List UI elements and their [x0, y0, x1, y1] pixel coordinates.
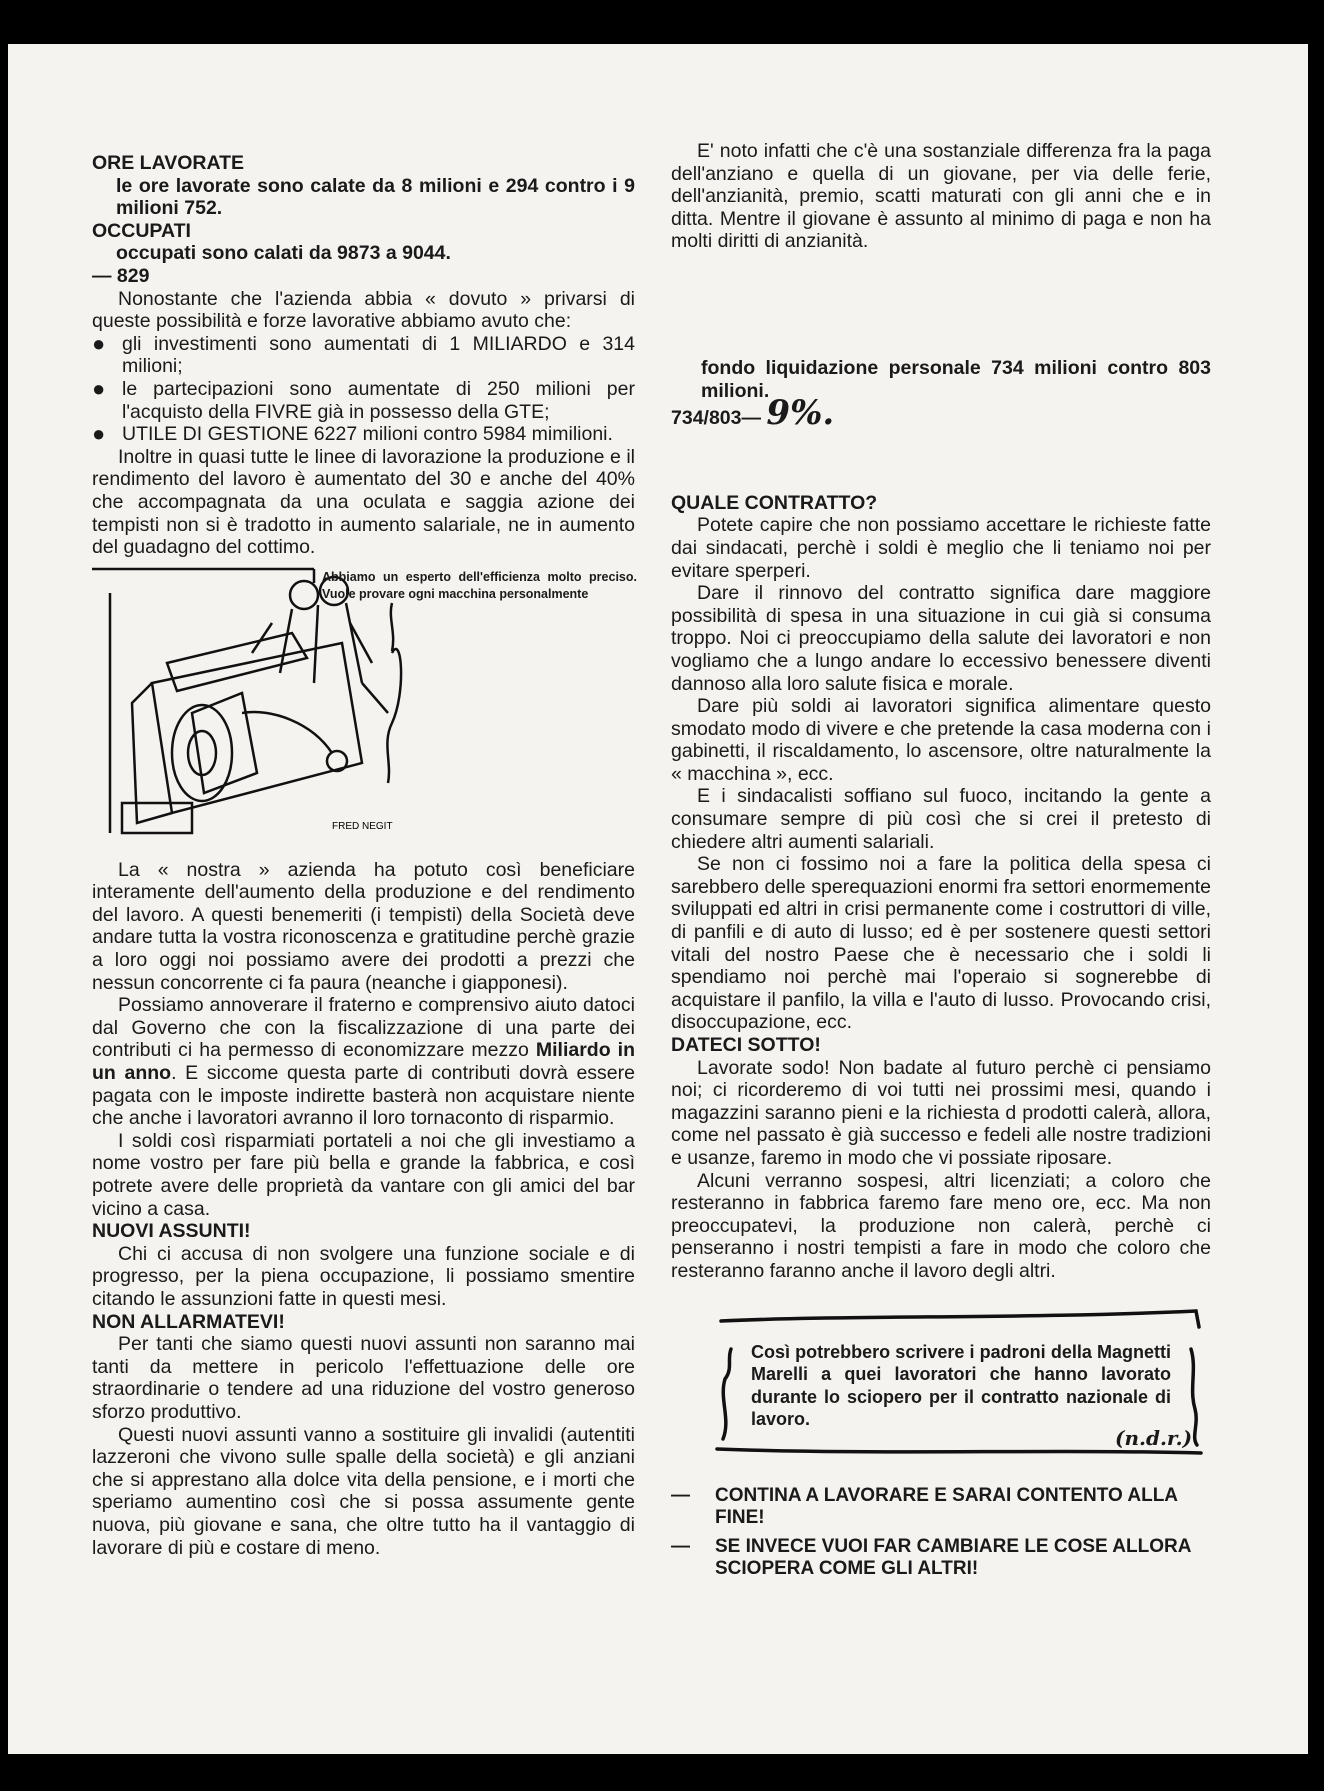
dash-mark: —: [671, 1484, 690, 1506]
heading-ore-lavorate: ORE LAVORATE: [92, 152, 245, 174]
paragraph-la-nostra: La « nostra » azienda ha potuto così beneficiare interamente dell'aumento della produzione e del rendimento del lavoro. A questi benemeriti (i tempisti) della Società deve andare tutta la vostra riconoscenza e gratitudine perchè grazie a loro oggi noi possiamo avere dei prodotti a prezzi che nessun concorrente ci fa paura (neanche i giapponesi).: [92, 858, 635, 994]
paragraph-ore: le ore lavorate sono calate da 8 milioni e 294 contro i 9 milioni 752.: [116, 174, 635, 220]
document-page: [8, 44, 1308, 1754]
paragraph-dare-rinnovo: Dare il rinnovo del contratto significa dare maggiore possibilità di spesa in una situazione in cui già si consuma troppo. Noi ci preoccupiamo della salute dei lavoratori e non vogliamo che a lungo andare lo eccessivo benessere diventi dannoso alla loro salute fisica e morale.: [671, 582, 1211, 695]
right-column: [671, 140, 1211, 1587]
heading-dateci-sotto: DATECI SOTTO!: [671, 1034, 821, 1056]
editor-note-signature: (n.d.r.): [1115, 1425, 1193, 1450]
paragraph-possiamo-a: Possiamo annoverare il fraterno e comprensivo aiuto datoci dal Governo che con la fiscalizzazione di una parte dei contributi ci ha permesso di economizzare mezzo: [92, 994, 635, 1062]
paragraph-questi-nuovi: Questi nuovi assunti vanno a sostituire gli invalidi (autentiti lazzeroni che vivono sulle spalle della società) e gli anziani che si apprestano alla dolce vita della pensione, e i morti che speriamo aumentino così che si possa assumente gente nuova, più giovane e sana, che oltre tutto ha il vantaggio di lavorare di più e costare di meno.: [92, 1423, 635, 1559]
bullet-item: [92, 375, 635, 423]
heading-non-allarmatevi: NON ALLARMATEVI!: [92, 1310, 285, 1333]
paragraph-fondo: fondo liquidazione personale 734 milioni contro 803 milioni.: [701, 356, 1211, 402]
cartoon-caption: Abbiamo un esperto dell'efficienza molto preciso. Vuole provare ogni macchina personalmente: [322, 569, 637, 601]
paragraph-dare-soldi: Dare più soldi ai lavoratori significa alimentare questo smodato modo di vivere e che pretende la casa moderna con i gabinetti, il riscaldamento, lo ascensore, oltre naturalmente la « macchina », ecc.: [671, 695, 1211, 785]
paragraph-possiamo-c: . E siccome questa parte di contributi dovrà essere pagata con le imposte indirette basterà non acquistare niente che anche i lavoratori avranno il loro tornaconto di risparmio.: [92, 1062, 635, 1130]
figure-829: — 829: [92, 264, 150, 287]
slogan-text: CONTINA A LAVORARE E SARAI CONTENTO ALLA FINE!: [715, 1484, 1178, 1529]
slogan-line: [671, 1485, 1211, 1530]
ratio-line: [671, 393, 1211, 434]
bullet-dot-icon: ●: [92, 421, 106, 447]
paragraph-inoltre: Inoltre in quasi tutte le linee di lavorazione la produzione e il rendimento del lavoro è aumentato del 30 e anche del 40% che accompagnata da una oculata e saggia azione dei tempisti non si è tradotto in aumento salariale, ne in aumento del guadagno del cottimo.: [92, 445, 635, 559]
paragraph-possiamo-bold: Miliardo in un anno: [92, 1039, 636, 1085]
left-column: [92, 152, 635, 1559]
heading-nuovi-assunti: NUOVI ASSUNTI!: [92, 1220, 251, 1243]
editor-note-box: [671, 1299, 1211, 1467]
paragraph-possiamo: [92, 994, 635, 1130]
ratio-text: 734/803—: [671, 407, 761, 430]
bullet-item: [92, 330, 635, 378]
cartoon-illustration: [92, 563, 635, 857]
bullet-text: gli investimenti sono aumentati di 1 MILIARDO e 314 milioni;: [122, 332, 635, 378]
spacer: [671, 253, 1211, 357]
spacer: [671, 430, 1211, 492]
paragraph-noto: E' noto infatti che c'è una sostanziale differenza fra la paga dell'anziano e quella di un giovane, per via delle ferie, dell'anzianità, premio, scatti maturati con gli anni che e in ditta. Mentre il giovane è assunto al minimo di paga e non ha molti diritti di anzianità.: [671, 140, 1211, 253]
bullet-dot-icon: ●: [92, 330, 106, 356]
bullet-item: [92, 423, 635, 446]
slogan-line: [671, 1536, 1211, 1581]
bullet-dot-icon: ●: [92, 375, 106, 401]
bullet-text: UTILE DI GESTIONE 6227 milioni contro 5984 mimilioni.: [122, 423, 613, 446]
paragraph-nonostante: Nonostante che l'azienda abbia « dovuto » privarsi di queste possibilità e forze lavorative abbiamo avuto che:: [92, 287, 635, 333]
bullet-text: le partecipazioni sono aumentate di 250 milioni per l'acquisto della FIVRE già in possesso della GTE;: [122, 377, 635, 423]
paragraph-se-non: Se non ci fossimo noi a fare la politica della spesa ci sarebbero delle sperequazioni enormi fra settori enormemente sviluppati ed altri in crisi permanente come i costruttori di ville, di panfili e di auto di lusso; ed è per sostenere questi settori vitali del nostro Paese che è necessario che i soldi li spendiamo noi perchè mai l'operaio si sognerebbe di acquistare il panfilo, la villa e l'auto di lusso. Provocando crisi, disoccupazione, ecc.: [671, 853, 1211, 1034]
paragraph-soldi: I soldi così risparmiati portateli a noi che gli investiamo a nome vostro per fare più bella e grande la fabbrica, e così potrete avere delle proprietà da vantare con gli amici del bar vicino a casa.: [92, 1129, 635, 1220]
paragraph-sindacalisti: E i sindacalisti soffiano sul fuoco, incitando la gente a consumare sempre di più così che si crei il pretesto di chiedere altri aumenti salariali.: [671, 785, 1211, 853]
cartoon-drawing-icon: [92, 563, 637, 857]
paragraph-alcuni: Alcuni verranno sospesi, altri licenziati; a coloro che resteranno in fabbrica faremo fare meno ore, ecc. Ma non preoccupatevi, la produzione non calerà, perchè ci penseranno i nostri tempisti a fare in modo che coloro che resteranno faranno anche il lavoro degli altri.: [671, 1169, 1211, 1282]
paragraph-lavorate: Lavorate sodo! Non badate al futuro perchè ci pensiamo noi; ci ricorderemo di voi tutti nei prossimi mesi, quando i magazzini saranno pieni e la richiesta d prodotti calerà, allora, come nel passato è già successo e fedeli alle nostre tradizioni e usanze, faremo in modo che vi possiate riposare.: [671, 1056, 1211, 1169]
editor-note-text: Così potrebbero scrivere i padroni della Magnetti Marelli a quei lavoratori che hanno lavorato durante lo sciopero per il contratto nazionale di lavoro.: [751, 1341, 1171, 1430]
ratio-percent: 9%.: [766, 393, 835, 434]
paragraph-chi: Chi ci accusa di non svolgere una funzione sociale e di progresso, per la piena occupazione, li possiamo smentire citando le assunzioni fatte in questi mesi.: [92, 1242, 635, 1310]
paragraph-potete: Potete capire che non possiamo accettare le richieste fatte dai sindacati, perchè i soldi è meglio che li teniamo noi per evitare sperperi.: [671, 514, 1211, 582]
heading-quale-contratto: QUALE CONTRATTO?: [671, 491, 878, 514]
cartoon-signature: FRED NEGIT: [332, 820, 393, 832]
slogan-text: SE INVECE VUOI FAR CAMBIARE LE COSE ALLORA SCIOPERA COME GLI ALTRI!: [715, 1535, 1191, 1580]
heading-occupati: OCCUPATI: [92, 219, 191, 242]
paragraph-per-tanti: Per tanti che siamo questi nuovi assunti non saranno mai tanti da mettere in pericolo l'effettuazione delle ore straordinarie o tendere ad una riduzione del vostro generoso sforzo produttivo.: [92, 1333, 635, 1423]
dash-mark: —: [671, 1535, 690, 1557]
paragraph-occupati: occupati sono calati da 9873 a 9044.: [116, 242, 451, 265]
